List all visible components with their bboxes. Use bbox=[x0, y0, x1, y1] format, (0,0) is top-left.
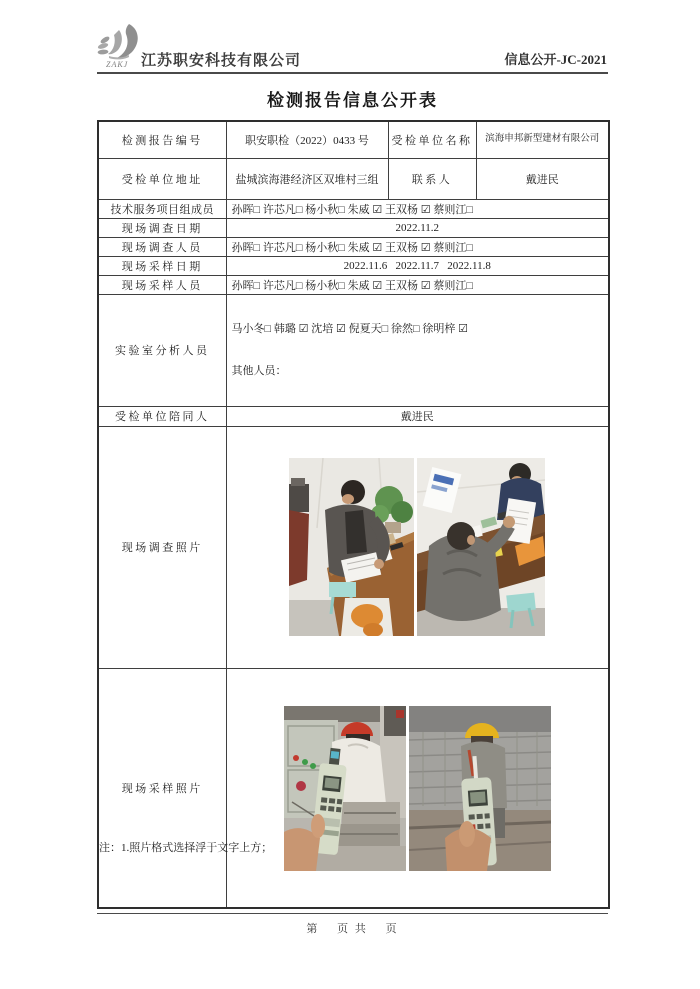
table-row bbox=[98, 199, 609, 218]
contact-value: 戴进民 bbox=[476, 158, 609, 199]
report-table bbox=[97, 120, 610, 909]
table-row bbox=[98, 294, 609, 406]
tech-team-label: 技术服务项目组成员 bbox=[98, 199, 226, 218]
company-name: 江苏职安科技有限公司 bbox=[141, 53, 302, 69]
unit-addr-label: 受检单位地址 bbox=[98, 158, 226, 199]
table-row bbox=[98, 158, 609, 199]
page-title: 检测报告信息公开表 bbox=[267, 91, 438, 110]
survey-photo-right bbox=[417, 458, 545, 636]
page-header bbox=[97, 24, 608, 74]
sampling-photos-label: 现场采样照片 bbox=[98, 668, 226, 908]
table-row bbox=[98, 426, 609, 668]
lab-staff-label: 实验室分析人员 bbox=[98, 294, 226, 406]
page-footer bbox=[97, 913, 608, 936]
companion-value: 戴进民 bbox=[226, 406, 609, 426]
lab-other-label: 其他人员： bbox=[231, 365, 287, 378]
tech-team-members: 孙晖□ 许芯凡□ 杨小秋□ 朱威 ☑ 王双杨 ☑ 蔡则江□ bbox=[226, 199, 609, 218]
sampling-staff-label: 现场采样人员 bbox=[98, 275, 226, 294]
doc-code: 信息公开-JC-2021 bbox=[504, 52, 607, 67]
sampling-staff-members: 孙晖□ 许芯凡□ 杨小秋□ 朱威 ☑ 王双杨 ☑ 蔡则江□ bbox=[226, 275, 609, 294]
table-row bbox=[98, 256, 609, 275]
table-row bbox=[98, 121, 609, 158]
table-row bbox=[98, 237, 609, 256]
survey-date-value: 2022.11.2 bbox=[226, 218, 609, 237]
page-number: 第 页 共 页 bbox=[306, 923, 399, 935]
survey-date-label: 现场调查日期 bbox=[98, 218, 226, 237]
survey-photos-cell bbox=[226, 426, 609, 668]
contact-label: 联系人 bbox=[388, 158, 476, 199]
companion-label: 受检单位陪同人 bbox=[98, 406, 226, 426]
logo-text: ZAKJ bbox=[106, 60, 129, 69]
survey-photos bbox=[229, 458, 607, 636]
table-row bbox=[98, 218, 609, 237]
report-no-label: 检测报告编号 bbox=[98, 121, 226, 158]
survey-photo-left bbox=[289, 458, 414, 636]
table-row bbox=[98, 275, 609, 294]
report-no-value: 职安职检（2022）0433 号 bbox=[226, 121, 388, 158]
unit-name-value: 滨海申邦新型建材有限公司 bbox=[476, 121, 609, 158]
lab-staff-cell bbox=[226, 294, 609, 406]
survey-staff-members: 孙晖□ 许芯凡□ 杨小秋□ 朱威 ☑ 王双杨 ☑ 蔡则江□ bbox=[226, 237, 609, 256]
unit-name-label: 受检单位名称 bbox=[388, 121, 476, 158]
footnote: 注：1.照片格式选择浮于文字上方； bbox=[99, 842, 273, 854]
sampling-photos-cell bbox=[226, 668, 609, 908]
unit-addr-value: 盐城滨海港经济区双堆村三组 bbox=[226, 158, 388, 199]
sampling-date-value: 2022.11.6 2022.11.7 2022.11.8 bbox=[226, 256, 609, 275]
survey-photos-label: 现场调查照片 bbox=[98, 426, 226, 668]
table-row bbox=[98, 406, 609, 426]
survey-staff-label: 现场调查人员 bbox=[98, 237, 226, 256]
lab-staff-members: 马小冬□ 韩璐 ☑ 沈培 ☑ 倪夏天□ 徐然□ 徐明梓 ☑ bbox=[231, 322, 469, 335]
table-row bbox=[98, 668, 609, 908]
sampling-date-label: 现场采样日期 bbox=[98, 256, 226, 275]
